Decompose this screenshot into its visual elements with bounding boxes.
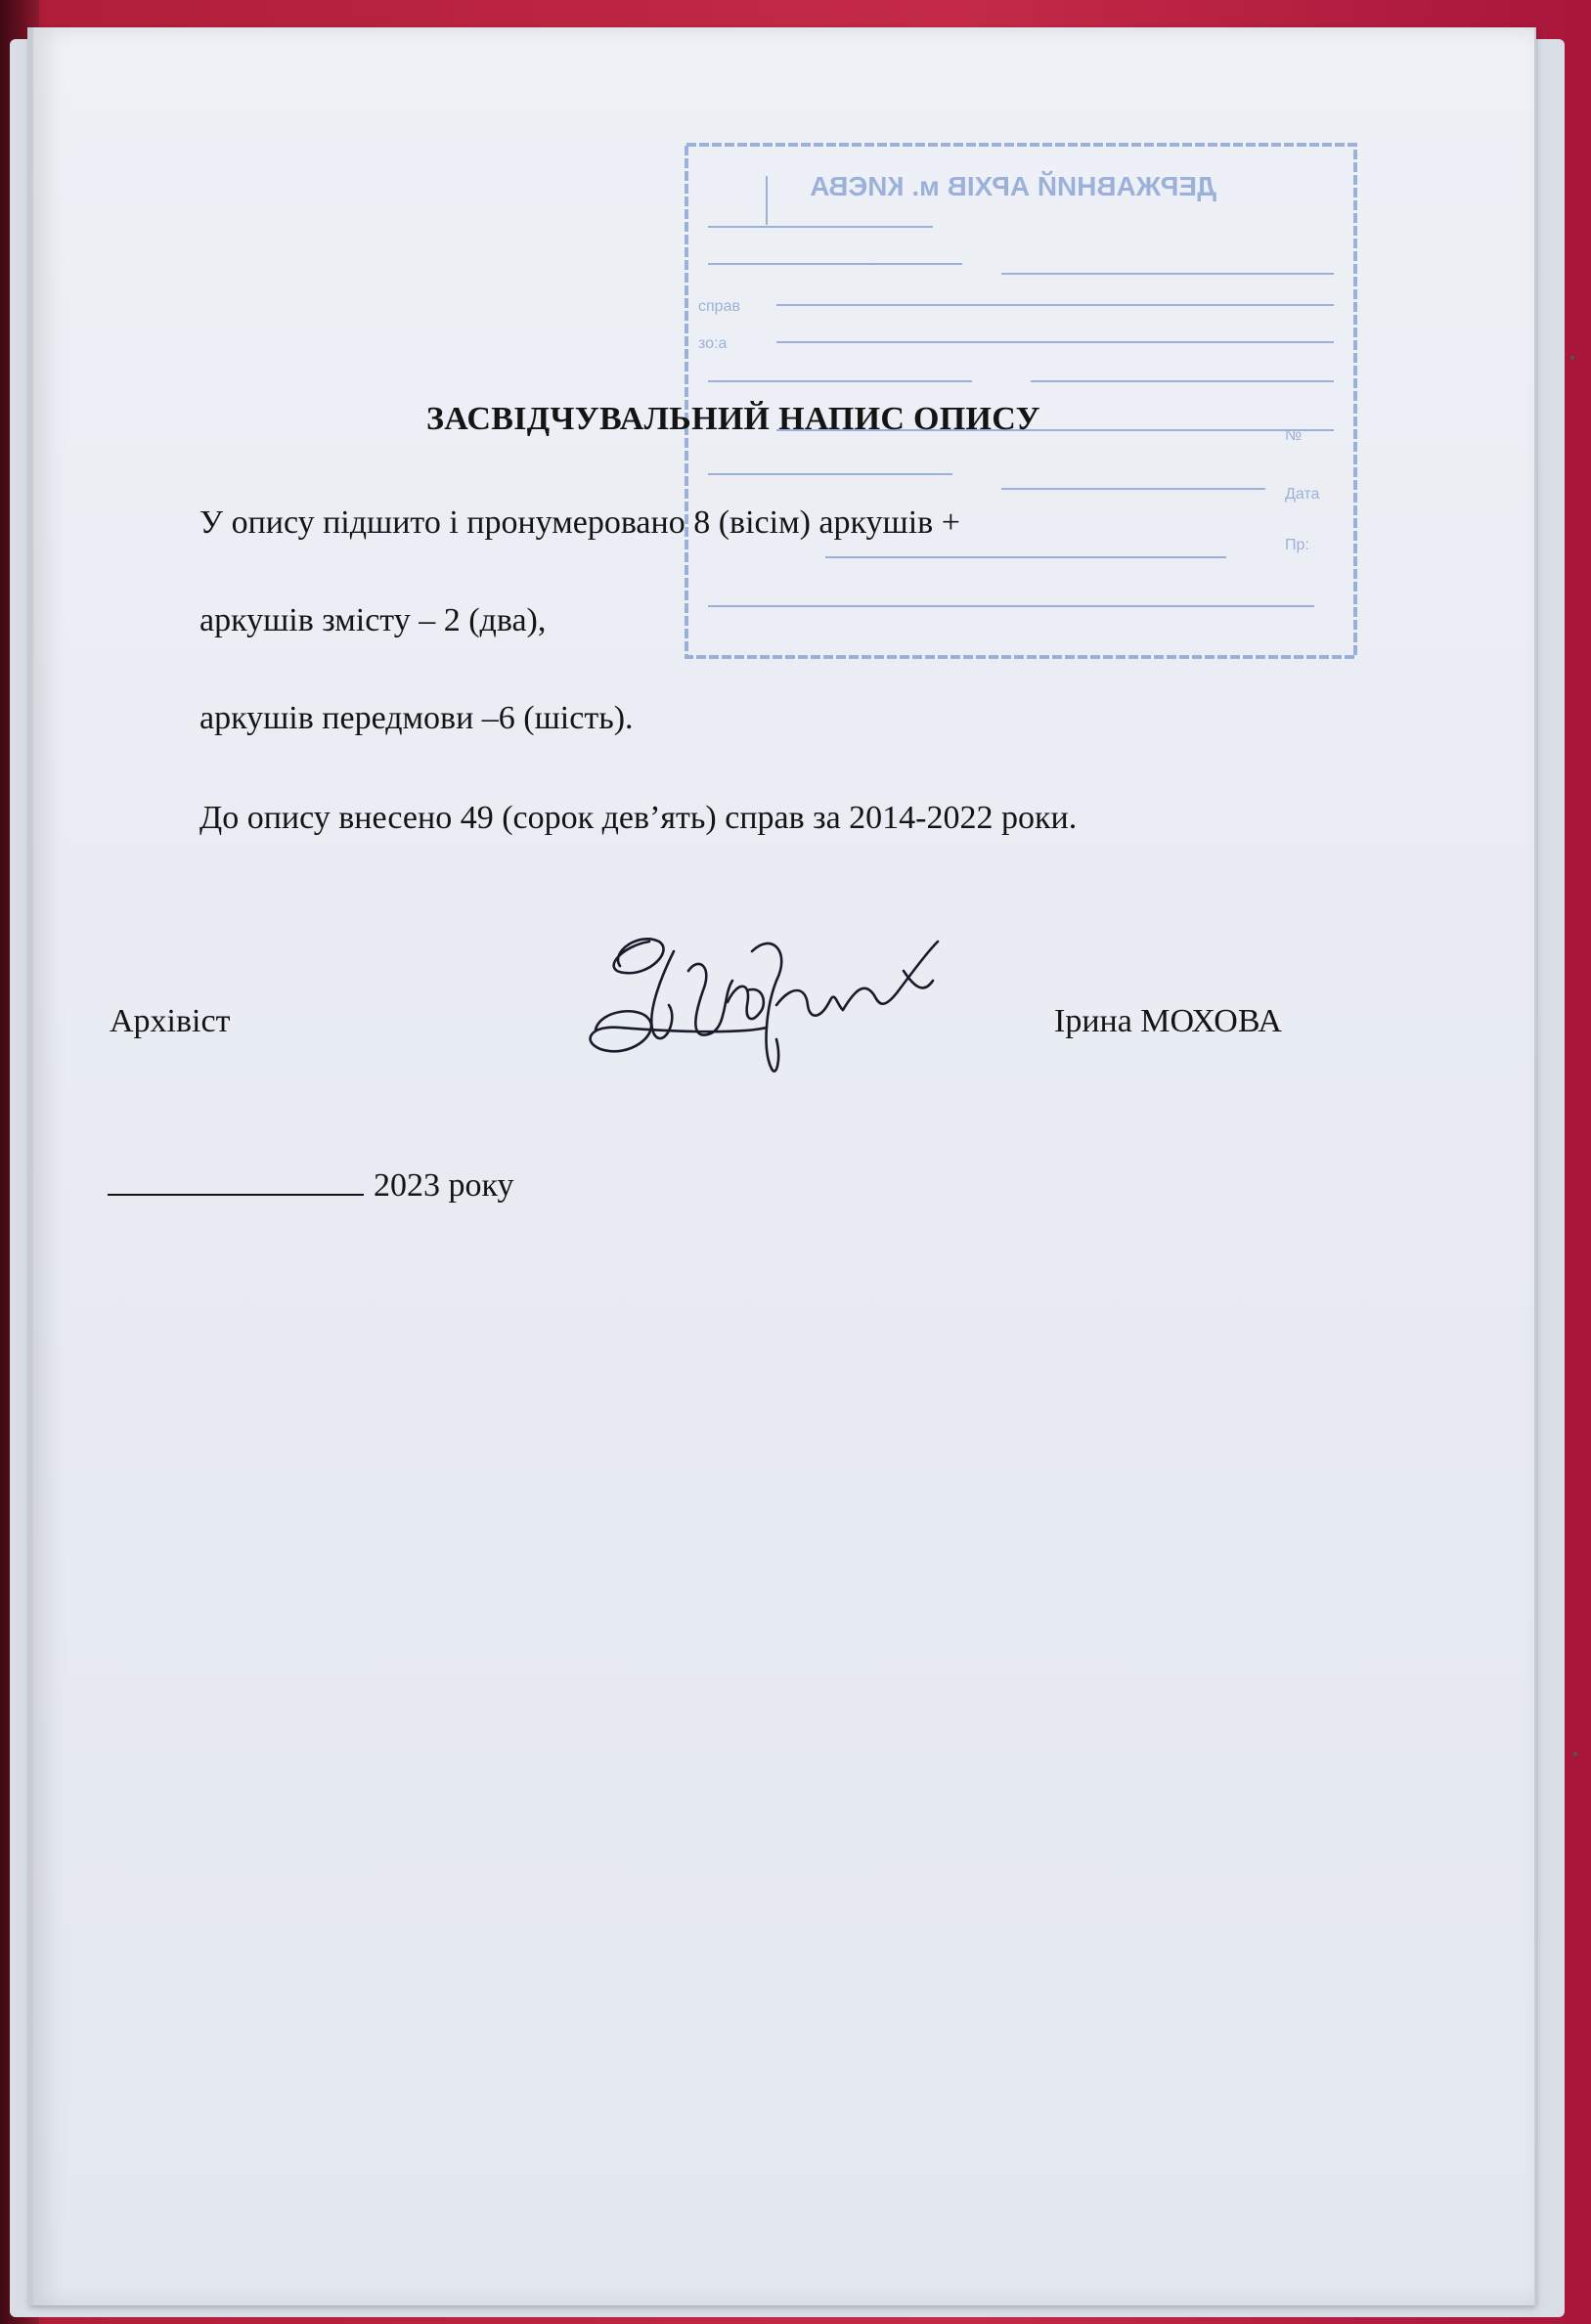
- date-blank: [108, 1168, 364, 1196]
- svg-text:Пр:: Пр:: [1285, 537, 1309, 553]
- document-title: ЗАСВІДЧУВАЛЬНИЙ НАПИС ОПИСУ: [426, 401, 1040, 437]
- date-suffix: 2023 року: [374, 1167, 514, 1204]
- document-page: [27, 27, 1534, 2305]
- text-line-3: аркушів передмови –6 (шість).: [199, 700, 634, 736]
- stamp-header-text: ДЕРЖАВНИЙ АРХІВ м. КИЄВА: [810, 171, 1216, 201]
- date-line: [108, 1167, 514, 1205]
- handwritten-signature: [581, 912, 972, 1088]
- paper-speck: [1570, 356, 1574, 360]
- text-line-2: аркушів змісту – 2 (два),: [199, 602, 547, 638]
- svg-text:справ: справ: [698, 298, 740, 315]
- svg-text:зо:а: зо:а: [698, 335, 728, 352]
- svg-text:№: №: [1285, 427, 1303, 444]
- paper-speck: [1573, 1752, 1577, 1756]
- svg-text:Дата: Дата: [1285, 486, 1320, 503]
- signer-name: Ірина МОХОВА: [1054, 1003, 1282, 1039]
- page-edge: [1534, 27, 1536, 2305]
- text-line-4: До опису внесено 49 (сорок дев’ять) справ за 2014-2022 роки.: [199, 800, 1078, 836]
- signer-position: Архівіст: [110, 1003, 231, 1039]
- text-line-1: У опису підшито і пронумеровано 8 (вісім) аркушів +: [199, 504, 960, 541]
